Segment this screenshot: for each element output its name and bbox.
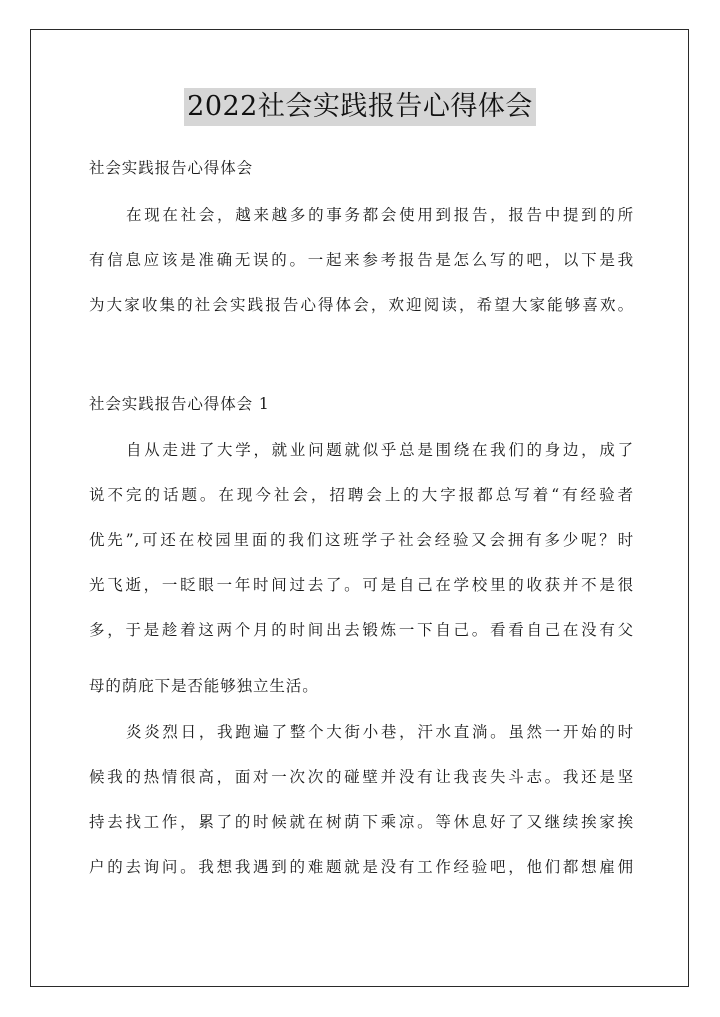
paragraph-line: 炎炎烈日，我跑遍了整个大街小巷，汗水直淌。虽然一开始的时	[126, 723, 634, 741]
paragraph-line: 多，于是趁着这两个月的时间出去锻炼一下自己。看看自己在没有父	[89, 621, 634, 639]
document-title: 2022社会实践报告心得体会	[184, 88, 536, 126]
paragraph-line: 持去找工作，累了的时候就在树荫下乘凉。等休息好了又继续挨家挨	[89, 813, 634, 831]
intro-line: 有信息应该是准确无误的。一起来参考报告是怎么写的吧，以下是我	[89, 251, 634, 269]
intro-line: 为大家收集的社会实践报告心得体会，欢迎阅读，希望大家能够喜欢。	[89, 296, 634, 314]
paragraph-line: 光飞逝，一眨眼一年时间过去了。可是自己在学校里的收获并不是很	[89, 576, 634, 594]
section-heading: 社会实践报告心得体会 1	[89, 395, 270, 413]
intro-line: 在现在社会，越来越多的事务都会使用到报告，报告中提到的所	[126, 206, 634, 224]
paragraph-line: 自从走进了大学，就业问题就似乎总是围绕在我们的身边，成了	[126, 441, 634, 459]
paragraph-line: 候我的热情很高，面对一次次的碰壁并没有让我丧失斗志。我还是坚	[89, 768, 634, 786]
subtitle: 社会实践报告心得体会	[89, 159, 254, 177]
paragraph-line: 母的荫庇下是否能够独立生活。	[89, 677, 319, 695]
document-title-wrap	[0, 88, 720, 126]
paragraph-line: 优先”,可还在校园里面的我们这班学子社会经验又会拥有多少呢？时	[89, 531, 634, 549]
paragraph-line: 说不完的话题。在现今社会，招聘会上的大字报都总写着“有经验者	[89, 486, 634, 504]
paragraph-line: 户的去询问。我想我遇到的难题就是没有工作经验吧，他们都想雇佣	[89, 858, 634, 876]
